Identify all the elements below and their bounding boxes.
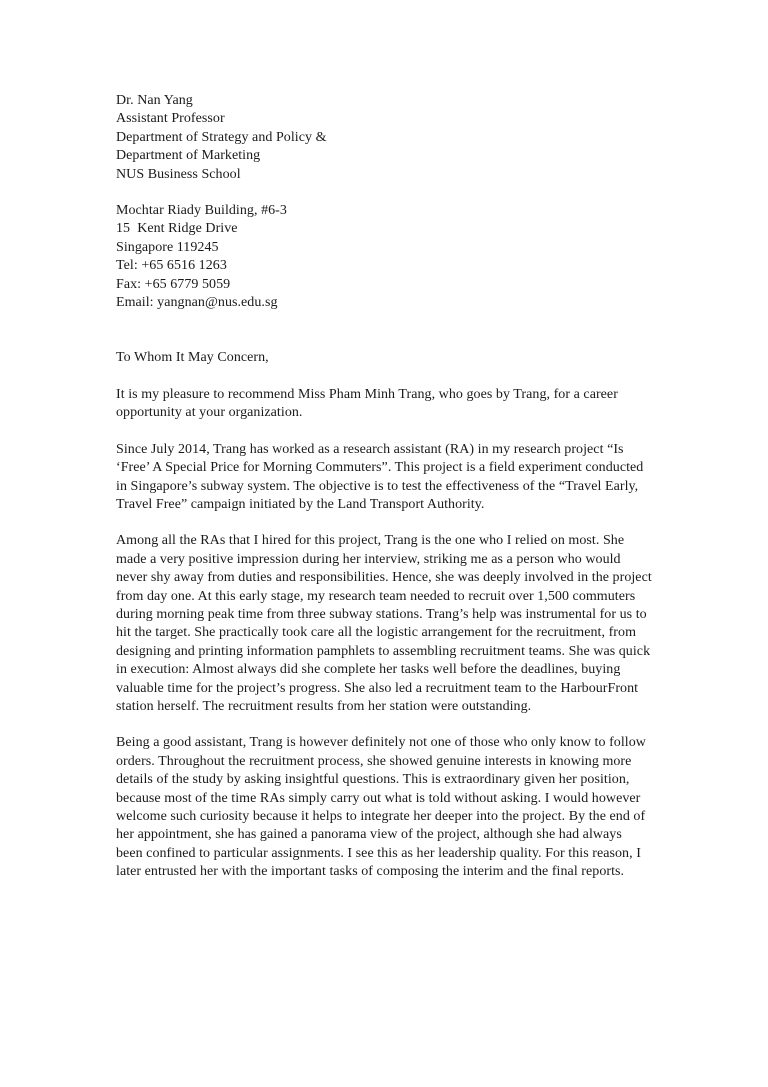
paragraph-recruitment: Among all the RAs that I hired for this project, Trang is the one who I relied on most. She made a very positive impression during her interview, striking me as a person who would never shy away from duties and responsibilities. Hence, she was deeply involved in the project from day one. At this early stage, my research team needed to recruit over 1,500 commuters during morning peak time from three subway stations. Trang’s help was instrumental for us to hit the target. She practically took care all the logistic arrangement for the recruitment, from designing and printing information pamphlets to assembling recruitment teams. She was quick in execution: Almost always did she complete her tasks well before the deadlines, buying valuable time for the project’s progress. She also led a recruitment team to the HarbourFront station herself. The recruitment results from her station were outstanding.: [116, 533, 652, 714]
sender-name: Dr. Nan Yang: [116, 93, 193, 108]
address-city: Singapore 119245: [116, 239, 219, 255]
contact-tel: Tel: +65 6516 1263: [116, 258, 227, 274]
sender-department-1: Department of Strategy and Policy &: [116, 129, 327, 145]
sender-department-2: Department of Marketing: [116, 148, 261, 164]
sender-block: [116, 92, 652, 184]
sender-title: Assistant Professor: [116, 111, 225, 127]
address-building: Mochtar Riady Building, #6-3: [116, 203, 287, 219]
contact-fax: Fax: +65 6779 5059: [116, 276, 231, 292]
salutation: To Whom It May Concern,: [116, 350, 269, 366]
address-street: 15 Kent Ridge Drive: [116, 221, 238, 237]
address-block: [116, 202, 652, 312]
contact-email: Email: yangnan@nus.edu.sg: [116, 295, 278, 311]
letter-page: [116, 92, 652, 900]
paragraph-introduction: It is my pleasure to recommend Miss Pham Minh Trang, who goes by Trang, for a career opportunity at your organization.: [116, 386, 618, 421]
paragraph-project: Since July 2014, Trang has worked as a research assistant (RA) in my research project “Is ‘Free’ A Special Price for Morning Commuters”. This project is a field experiment conducted in Singapore’s subway system. The objective is to test the effectiveness of the “Travel Early, Travel Free” campaign initiated by the Land Transport Authority.: [116, 441, 644, 512]
sender-school: NUS Business School: [116, 166, 241, 182]
paragraph-curiosity: Being a good assistant, Trang is however definitely not one of those who only know to follow orders. Throughout the recruitment process, she showed genuine interests in knowing more details of the study by asking insightful questions. This is extraordinary given her position, because most of the time RAs simply carry out what is told without asking. I would however welcome such curiosity because it helps to integrate her deeper into the project. By the end of her appointment, she has gained a panorama view of the project, although she had always been confined to particular assignments. I see this as her leadership quality. For this reason, I later entrusted her with the important tasks of composing the interim and the final reports.: [116, 735, 646, 880]
